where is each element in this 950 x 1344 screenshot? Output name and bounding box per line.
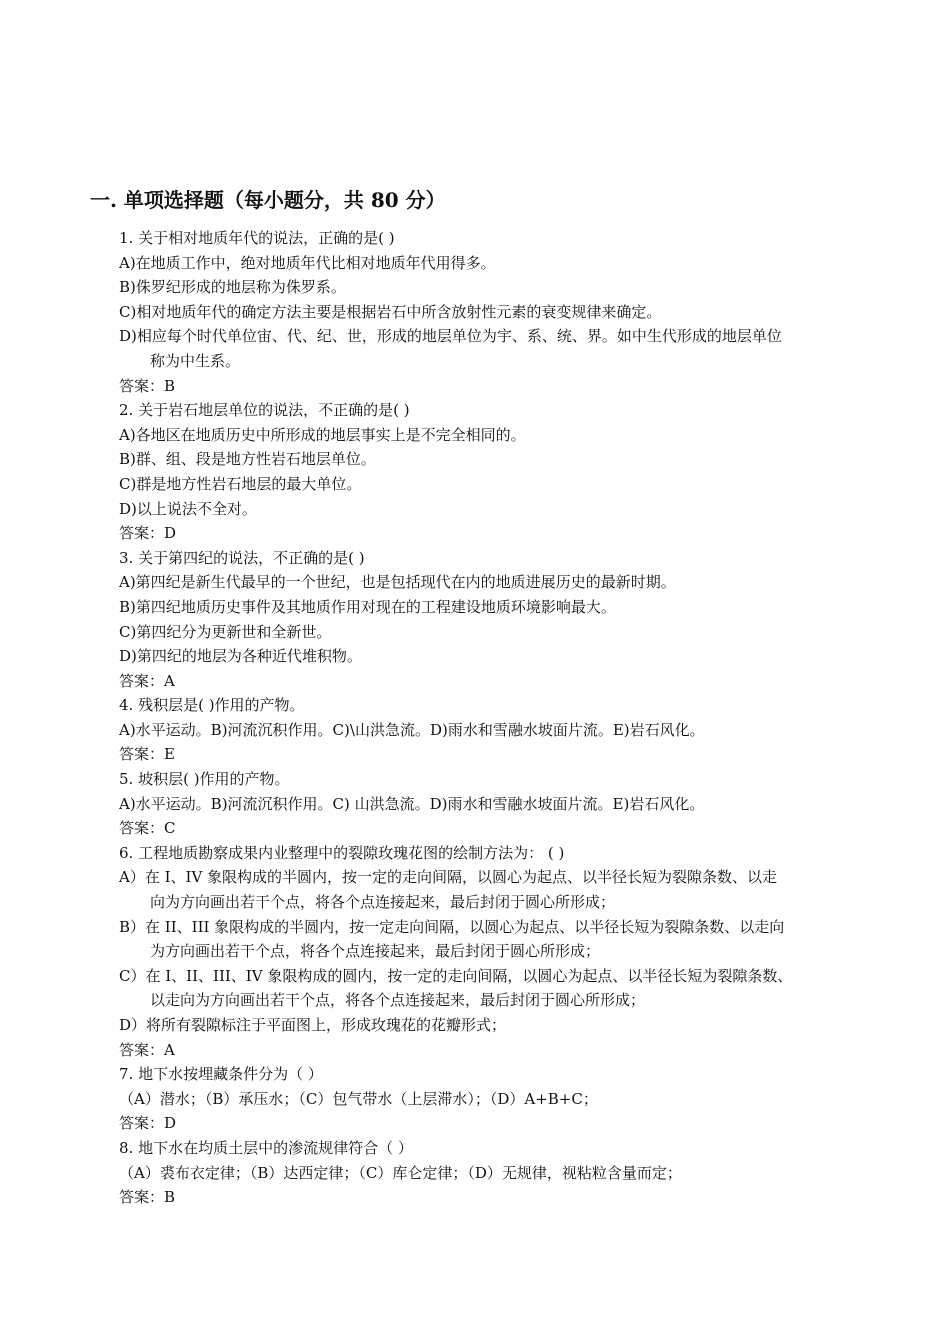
question-8-stem: 8. 地下水在均质土层中的渗流规律符合（ ） xyxy=(119,1138,413,1157)
question-1-option-d: D)相应每个时代单位宙、代、纪、世，形成的地层单位为宇、系、统、界。如中生代形成的地层单位 xyxy=(119,327,782,346)
question-3-option-c: C)第四纪分为更新世和全新世。 xyxy=(119,622,332,641)
question-7-options: （A）潜水；（B）承压水；（C）包气带水（上层滞水）；（D）A+B+C； xyxy=(119,1089,598,1108)
question-4-options: A)水平运动。B)河流沉积作用。C)\山洪急流。D)雨水和雪融水坡面片流。E)岩石风化。 xyxy=(119,720,705,739)
question-2-option-b: B)群、组、段是地方性岩石地层单位。 xyxy=(119,450,376,469)
question-1-option-b: B)侏罗纪形成的地层称为侏罗系。 xyxy=(119,278,346,297)
question-8-options: （A）裘布衣定律；（B）达西定律；（C）库仑定律；（D）无规律，视粘粒含量而定； xyxy=(119,1163,682,1182)
question-6-option-b-cont: 为方向画出若干个点，将各个点连接起来，最后封闭于圆心所形成； xyxy=(150,942,601,961)
question-6-option-c: C）在 I、II、III、IV 象限构成的圆内，按一定的走向间隔，以圆心为起点、以半径长短为裂隙条数、 xyxy=(119,966,793,985)
section-title: 一. 单项选择题（每小题分，共 80 分） xyxy=(90,188,446,212)
question-6-option-d: D）将所有裂隙标注于平面图上，形成玫瑰花的花瓣形式； xyxy=(119,1016,507,1034)
question-1-option-d-cont: 称为中生系。 xyxy=(150,351,241,370)
question-5-options: A)水平运动。B)河流沉积作用。C) 山洪急流。D)雨水和雪融水坡面片流。E)岩石风化。 xyxy=(119,794,705,813)
question-8-answer: 答案：B xyxy=(119,1188,176,1207)
question-6-answer: 答案：A xyxy=(119,1040,175,1059)
question-2-option-c: C)群是地方性岩石地层的最大单位。 xyxy=(119,474,362,493)
question-6-option-a: A）在 I、IV 象限构成的半圆内，按一定的走向间隔，以圆心为起点、以半径长短为裂隙条数、以走 xyxy=(119,868,778,887)
question-7-answer: 答案：D xyxy=(119,1114,177,1133)
question-6-option-a-cont: 向为方向画出若干个点，将各个点连接起来，最后封闭于圆心所形成； xyxy=(150,893,616,912)
question-3-option-d: D)第四纪的地层为各种近代堆积物。 xyxy=(119,647,362,666)
question-2-option-a: A)各地区在地质历史中所形成的地层事实上是不完全相同的。 xyxy=(119,425,526,444)
question-3-stem: 3. 关于第四纪的说法，不正确的是( ) xyxy=(119,548,365,567)
question-1-stem: 1. 关于相对地质年代的说法，正确的是( ) xyxy=(119,229,395,247)
question-2-option-d: D)以上说法不全对。 xyxy=(119,499,257,518)
question-6-option-c-cont: 以走向为方向画出若干个点，将各个点连接起来，最后封闭于圆心所形成； xyxy=(150,991,646,1010)
question-4-answer: 答案：E xyxy=(119,745,175,764)
question-5-stem: 5. 坡积层( )作用的产物。 xyxy=(119,770,290,789)
question-1-option-a: A)在地质工作中，绝对地质年代比相对地质年代用得多。 xyxy=(119,253,496,272)
question-1-option-c: C)相对地质年代的确定方法主要是根据岩石中所含放射性元素的衰变规律来确定。 xyxy=(119,302,662,321)
question-1-answer: 答案：B xyxy=(119,376,176,395)
question-6-option-b: B）在 II、III 象限构成的半圆内，按一定走向间隔，以圆心为起点、以半径长短为裂隙条数、以走向 xyxy=(119,917,785,936)
question-3-option-b: B)第四纪地质历史事件及其地质作用对现在的工程建设地质环境影响最大。 xyxy=(119,597,616,616)
question-3-option-a: A)第四纪是新生代最早的一个世纪，也是包括现代在内的地质进展历史的最新时期。 xyxy=(119,573,676,592)
question-list xyxy=(119,226,879,1210)
question-2-stem: 2. 关于岩石地层单位的说法，不正确的是( ) xyxy=(119,401,410,420)
question-7-stem: 7. 地下水按埋藏条件分为（ ） xyxy=(119,1065,323,1084)
question-6-stem: 6. 工程地质勘察成果内业整理中的裂隙玫瑰花图的绘制方法为： ( ) xyxy=(119,843,565,862)
question-2-answer: 答案：D xyxy=(119,524,177,543)
question-5-answer: 答案：C xyxy=(119,819,176,838)
question-3-answer: 答案：A xyxy=(119,671,175,690)
question-4-stem: 4. 残积层是( )作用的产物。 xyxy=(119,696,305,715)
